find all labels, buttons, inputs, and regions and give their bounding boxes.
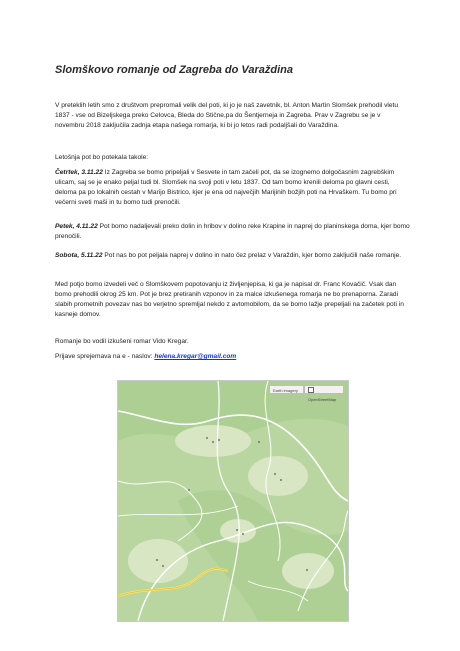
leader-paragraph: Romanje bo vodil izkušeni romar Vido Kregar. bbox=[55, 338, 189, 345]
day-thursday-text: Iz Zagreba se bomo pripeljali v Sesvete in tam začeli pot, da se izognemo dolgočasnim zagrebškim ulicam, saj se je enako peljal tudi bl. Slomšek na svoji poti v letu 1837. Od tam bomo krenili deloma po glavni cesti, deloma pa po lokalnih cestah v Marijo Bistrico, kjer je ena od največjih Marijinih božjih poti na Hrvaškem. Tu bomo pri večerni sveti maši in tu bomo tudi prenočili. bbox=[55, 169, 397, 206]
day-friday-text: Pot bomo nadaljevali preko dolin in hribov v dolino reke Krapine in naprej do planinskega doma, kjer bomo prenočili. bbox=[55, 223, 410, 240]
registration-paragraph bbox=[55, 352, 411, 362]
page-title: Slomškovo romanje od Zagreba do Varaždina bbox=[55, 64, 293, 76]
checkbox-icon[interactable] bbox=[308, 387, 314, 393]
email-link[interactable]: helena.kregar@gmail.com bbox=[154, 353, 237, 360]
map-canvas bbox=[118, 381, 348, 621]
day-saturday-text: Pot nas bo pot peljala naprej v dolino in nato čez prelaz v Varaždin, kjer bomo zaključili naše romanje. bbox=[104, 252, 402, 259]
openstreetmap-label: OpenStreetMap bbox=[308, 397, 337, 402]
registration-text: Prijave sprejemava na e - naslov: bbox=[55, 353, 155, 360]
details-paragraph: Med potjo bomo izvedeli več o Slomškovem popotovanju iz življenjepisa, ki ga je napisal dr. Franc Kovačič. Vsak dan bomo prehodili okrog 25 km. Pot je brez pretiranih vzponov in za malce izkušenega romarja ne bo prenaporna. Zaradi slabih prometnih povezav nas bo verjetno spremljal nekdo z avtomobilom, da se bomo lažje prepeljali na začetek poti in kasneje domov. bbox=[55, 281, 404, 318]
day-saturday-paragraph bbox=[55, 251, 411, 261]
day-friday-heading: Petek, 4.11.22 bbox=[55, 223, 98, 230]
route-map[interactable] bbox=[117, 380, 349, 622]
schedule-intro: Letošnja pot bo potekala takole: bbox=[55, 154, 149, 161]
day-thursday-paragraph bbox=[55, 168, 411, 208]
day-friday-paragraph bbox=[55, 222, 411, 242]
openstreetmap-toggle[interactable] bbox=[304, 385, 344, 402]
day-saturday-heading: Sobota, 5.11.22 bbox=[55, 252, 103, 259]
intro-paragraph: V preteklih letih smo z društvom prepromali velik del poti, ki jo je naš zavetnik, bl. Anton Martin Slomšek prehodil vletu 1837 - vse od Bizeljskega preko Celovca, Bleda do Stične,pa do Šentjerneja in Zagreba. Prav v Zagrebu se je v novembru 2018 zaključila zadnja etapa našega romarja, ki bi jo letos radi podaljšali do Varaždina. bbox=[55, 102, 399, 129]
day-thursday-heading: Četrtek, 3.11.22 bbox=[55, 169, 103, 176]
earth-imagery-button[interactable]: Earth imagery bbox=[269, 385, 304, 394]
